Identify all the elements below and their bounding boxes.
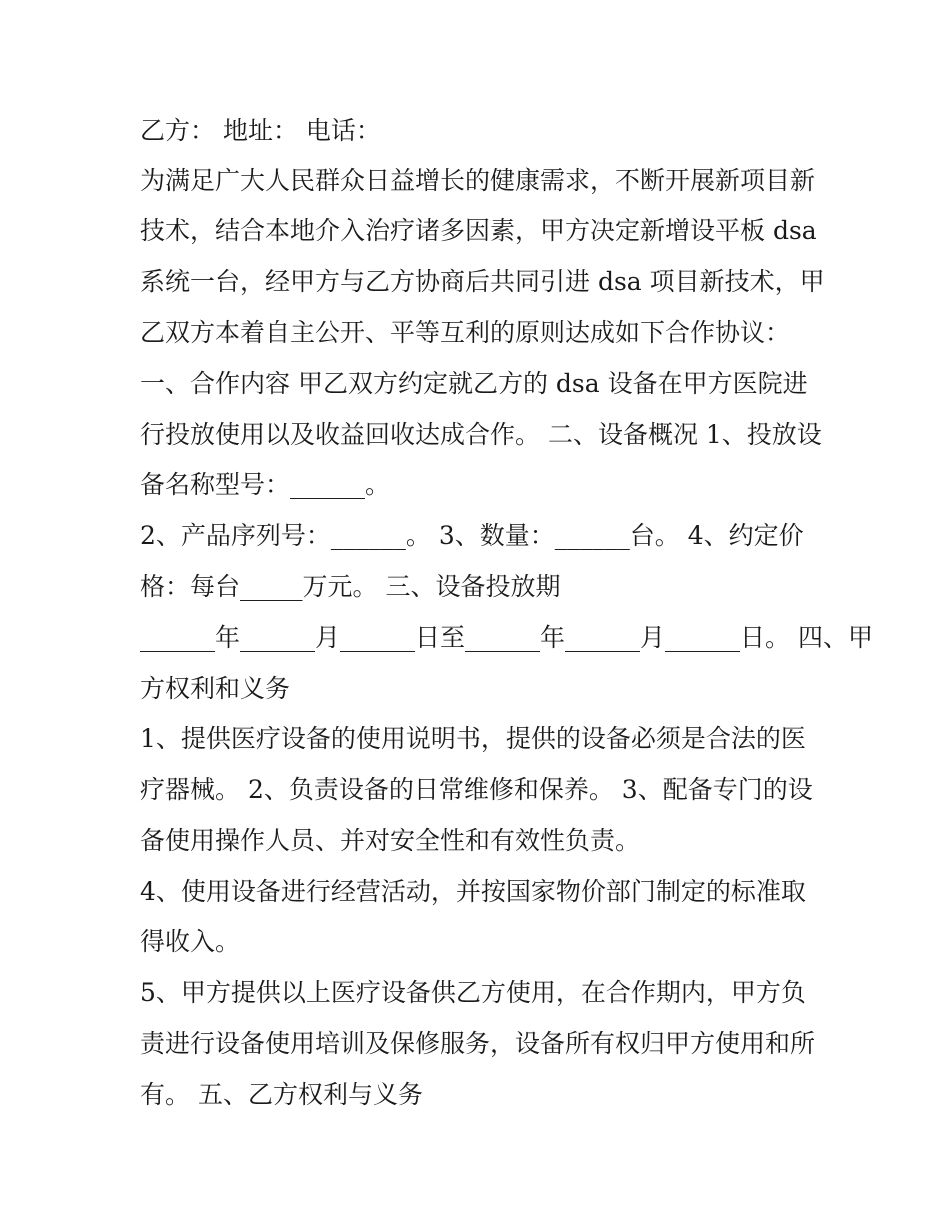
text-line: 行投放使用以及收益回收达成合作。 二、设备概况 1、投放设 (140, 420, 822, 449)
text-line: 一、合作内容 甲乙双方约定就乙方的 dsa 设备在甲方医院进 (140, 369, 808, 398)
text-line: 为满足广大人民群众日益增长的健康需求，不断开展新项目新 (140, 166, 816, 195)
text-line: 4、使用设备进行经营活动，并按国家物价部门制定的标准取 (140, 877, 806, 906)
text-line: 乙双方本着自主公开、平等互利的原则达成如下合作协议： (140, 318, 791, 347)
text-line: 格：每台_____万元。 三、设备投放期 (140, 572, 561, 601)
text-line: 系统一台，经甲方与乙方协商后共同引进 dsa 项目新技术，甲 (140, 267, 825, 296)
text-line: 疗器械。 2、负责设备的日常维修和保养。 3、配备专门的设 (140, 775, 813, 804)
text-line: 备使用操作人员、并对安全性和有效性负责。 (140, 826, 641, 855)
text-line: 有。 五、乙方权利与义务 (140, 1080, 423, 1109)
text-line: 备名称型号：______。 (140, 470, 391, 499)
text-line: 得收入。 (140, 927, 241, 956)
text-line: 1、提供医疗设备的使用说明书，提供的设备必须是合法的医 (140, 724, 806, 753)
text-line: 乙方： 地址： 电话： (140, 116, 381, 145)
text-line: 责进行设备使用培训及保修服务，设备所有权归甲方使用和所 (140, 1029, 816, 1058)
text-line: 5、甲方提供以上医疗设备供乙方使用，在合作期内，甲方负 (140, 978, 806, 1007)
text-line: 方权利和义务 (140, 674, 291, 703)
text-line: 技术，结合本地介入治疗诸多因素，甲方决定新增设平板 dsa (140, 216, 817, 245)
text-line: ______年______月______日至______年______月______日。 四、甲 (140, 623, 873, 652)
text-line: 2、产品序列号：______。 3、数量：______台。 4、约定价 (140, 521, 804, 550)
